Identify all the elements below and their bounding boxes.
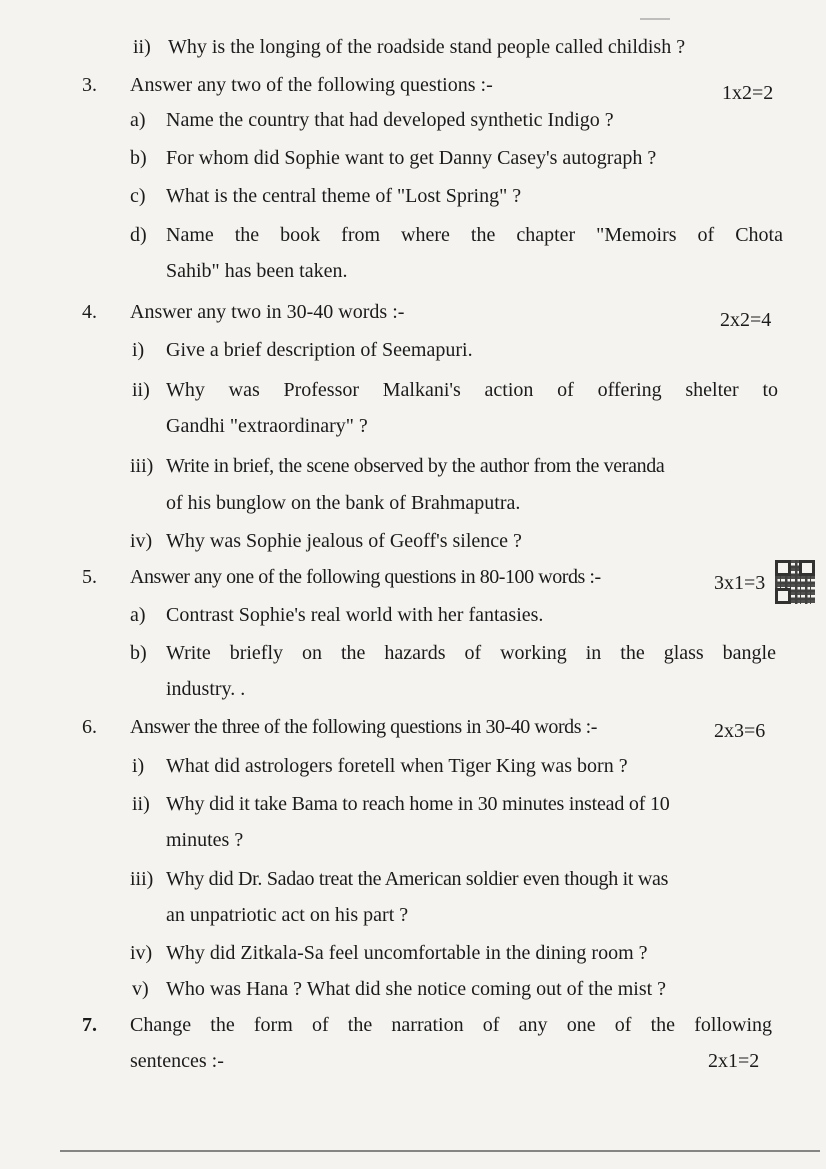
marks: 2x3=6 xyxy=(714,720,766,742)
question-text: Why was Professor Malkani's action of offering shelter to xyxy=(166,379,778,401)
question-text: Write briefly on the hazards of working in the glass bangle xyxy=(166,642,776,664)
item-label: v) xyxy=(132,978,149,1000)
question-text: Write in brief, the scene observed by the author from the veranda xyxy=(166,455,665,477)
item-label: iv) xyxy=(130,530,153,552)
question-text: Why was Sophie jealous of Geoff's silence ? xyxy=(166,530,522,552)
question-text-continued: industry. . xyxy=(166,678,246,700)
question-text: Name the book from where the chapter "Memoirs of Chota xyxy=(166,224,783,246)
scan-mark xyxy=(640,18,670,20)
item-label: a) xyxy=(130,604,146,626)
question-text-continued: of his bunglow on the bank of Brahmaputra. xyxy=(166,492,521,514)
question-prompt: Answer any one of the following questions in 80-100 words :- xyxy=(130,566,601,588)
question-text: Why did Dr. Sadao treat the American soldier even though it was xyxy=(166,868,669,890)
question-text-continued: Sahib" has been taken. xyxy=(166,260,348,282)
item-label: b) xyxy=(130,147,147,169)
question-text-continued: Gandhi "extraordinary" ? xyxy=(166,415,368,437)
question-text: Contrast Sophie's real world with her fantasies. xyxy=(166,604,544,626)
question-text: Give a brief description of Seemapuri. xyxy=(166,339,473,361)
question-text: Why did it take Bama to reach home in 30 minutes instead of 10 xyxy=(166,793,670,815)
item-label: d) xyxy=(130,224,147,246)
item-label: ii) xyxy=(132,793,150,815)
item-label: iv) xyxy=(130,942,153,964)
question-text: Name the country that had developed synthetic Indigo ? xyxy=(166,109,614,131)
item-label: ii) xyxy=(132,379,150,401)
qr-code-icon xyxy=(775,560,815,604)
question-prompt: Answer the three of the following questions in 30-40 words :- xyxy=(130,716,597,738)
question-prompt: Answer any two of the following questions :- xyxy=(130,74,493,96)
question-text: Who was Hana ? What did she notice coming out of the mist ? xyxy=(166,978,667,1000)
marks: 2x1=2 xyxy=(708,1050,760,1072)
item-label: b) xyxy=(130,642,147,664)
question-text-continued: minutes ? xyxy=(166,829,244,851)
item-label: c) xyxy=(130,185,146,207)
item-label: iii) xyxy=(130,868,154,890)
question-text: For whom did Sophie want to get Danny Casey's autograph ? xyxy=(166,147,657,169)
question-number: 3. xyxy=(82,74,97,96)
question-text: What is the central theme of "Lost Spring" ? xyxy=(166,185,522,207)
question-text: What did astrologers foretell when Tiger King was born ? xyxy=(166,755,628,777)
marks: 1x2=2 xyxy=(722,82,774,104)
item-label: i) xyxy=(132,755,145,777)
page-bottom-rule xyxy=(60,1150,820,1152)
question-text: Why did Zitkala-Sa feel uncomfortable in the dining room ? xyxy=(166,942,648,964)
item-label: i) xyxy=(132,339,145,361)
question-number: 6. xyxy=(82,716,97,738)
marks: 2x2=4 xyxy=(720,309,772,331)
question-prompt: Change the form of the narration of any one of the following xyxy=(130,1014,772,1036)
question-text: Why is the longing of the roadside stand people called childish ? xyxy=(168,36,686,58)
item-label: ii) xyxy=(133,36,151,58)
question-number: 4. xyxy=(82,301,97,323)
question-number: 5. xyxy=(82,566,97,588)
question-prompt-continued: sentences :- xyxy=(130,1050,224,1072)
question-prompt: Answer any two in 30-40 words :- xyxy=(130,301,405,323)
item-label: a) xyxy=(130,109,146,131)
marks: 3x1=3 xyxy=(714,572,766,594)
question-number: 7. xyxy=(82,1014,97,1036)
item-label: iii) xyxy=(130,455,154,477)
question-text-continued: an unpatriotic act on his part ? xyxy=(166,904,409,926)
